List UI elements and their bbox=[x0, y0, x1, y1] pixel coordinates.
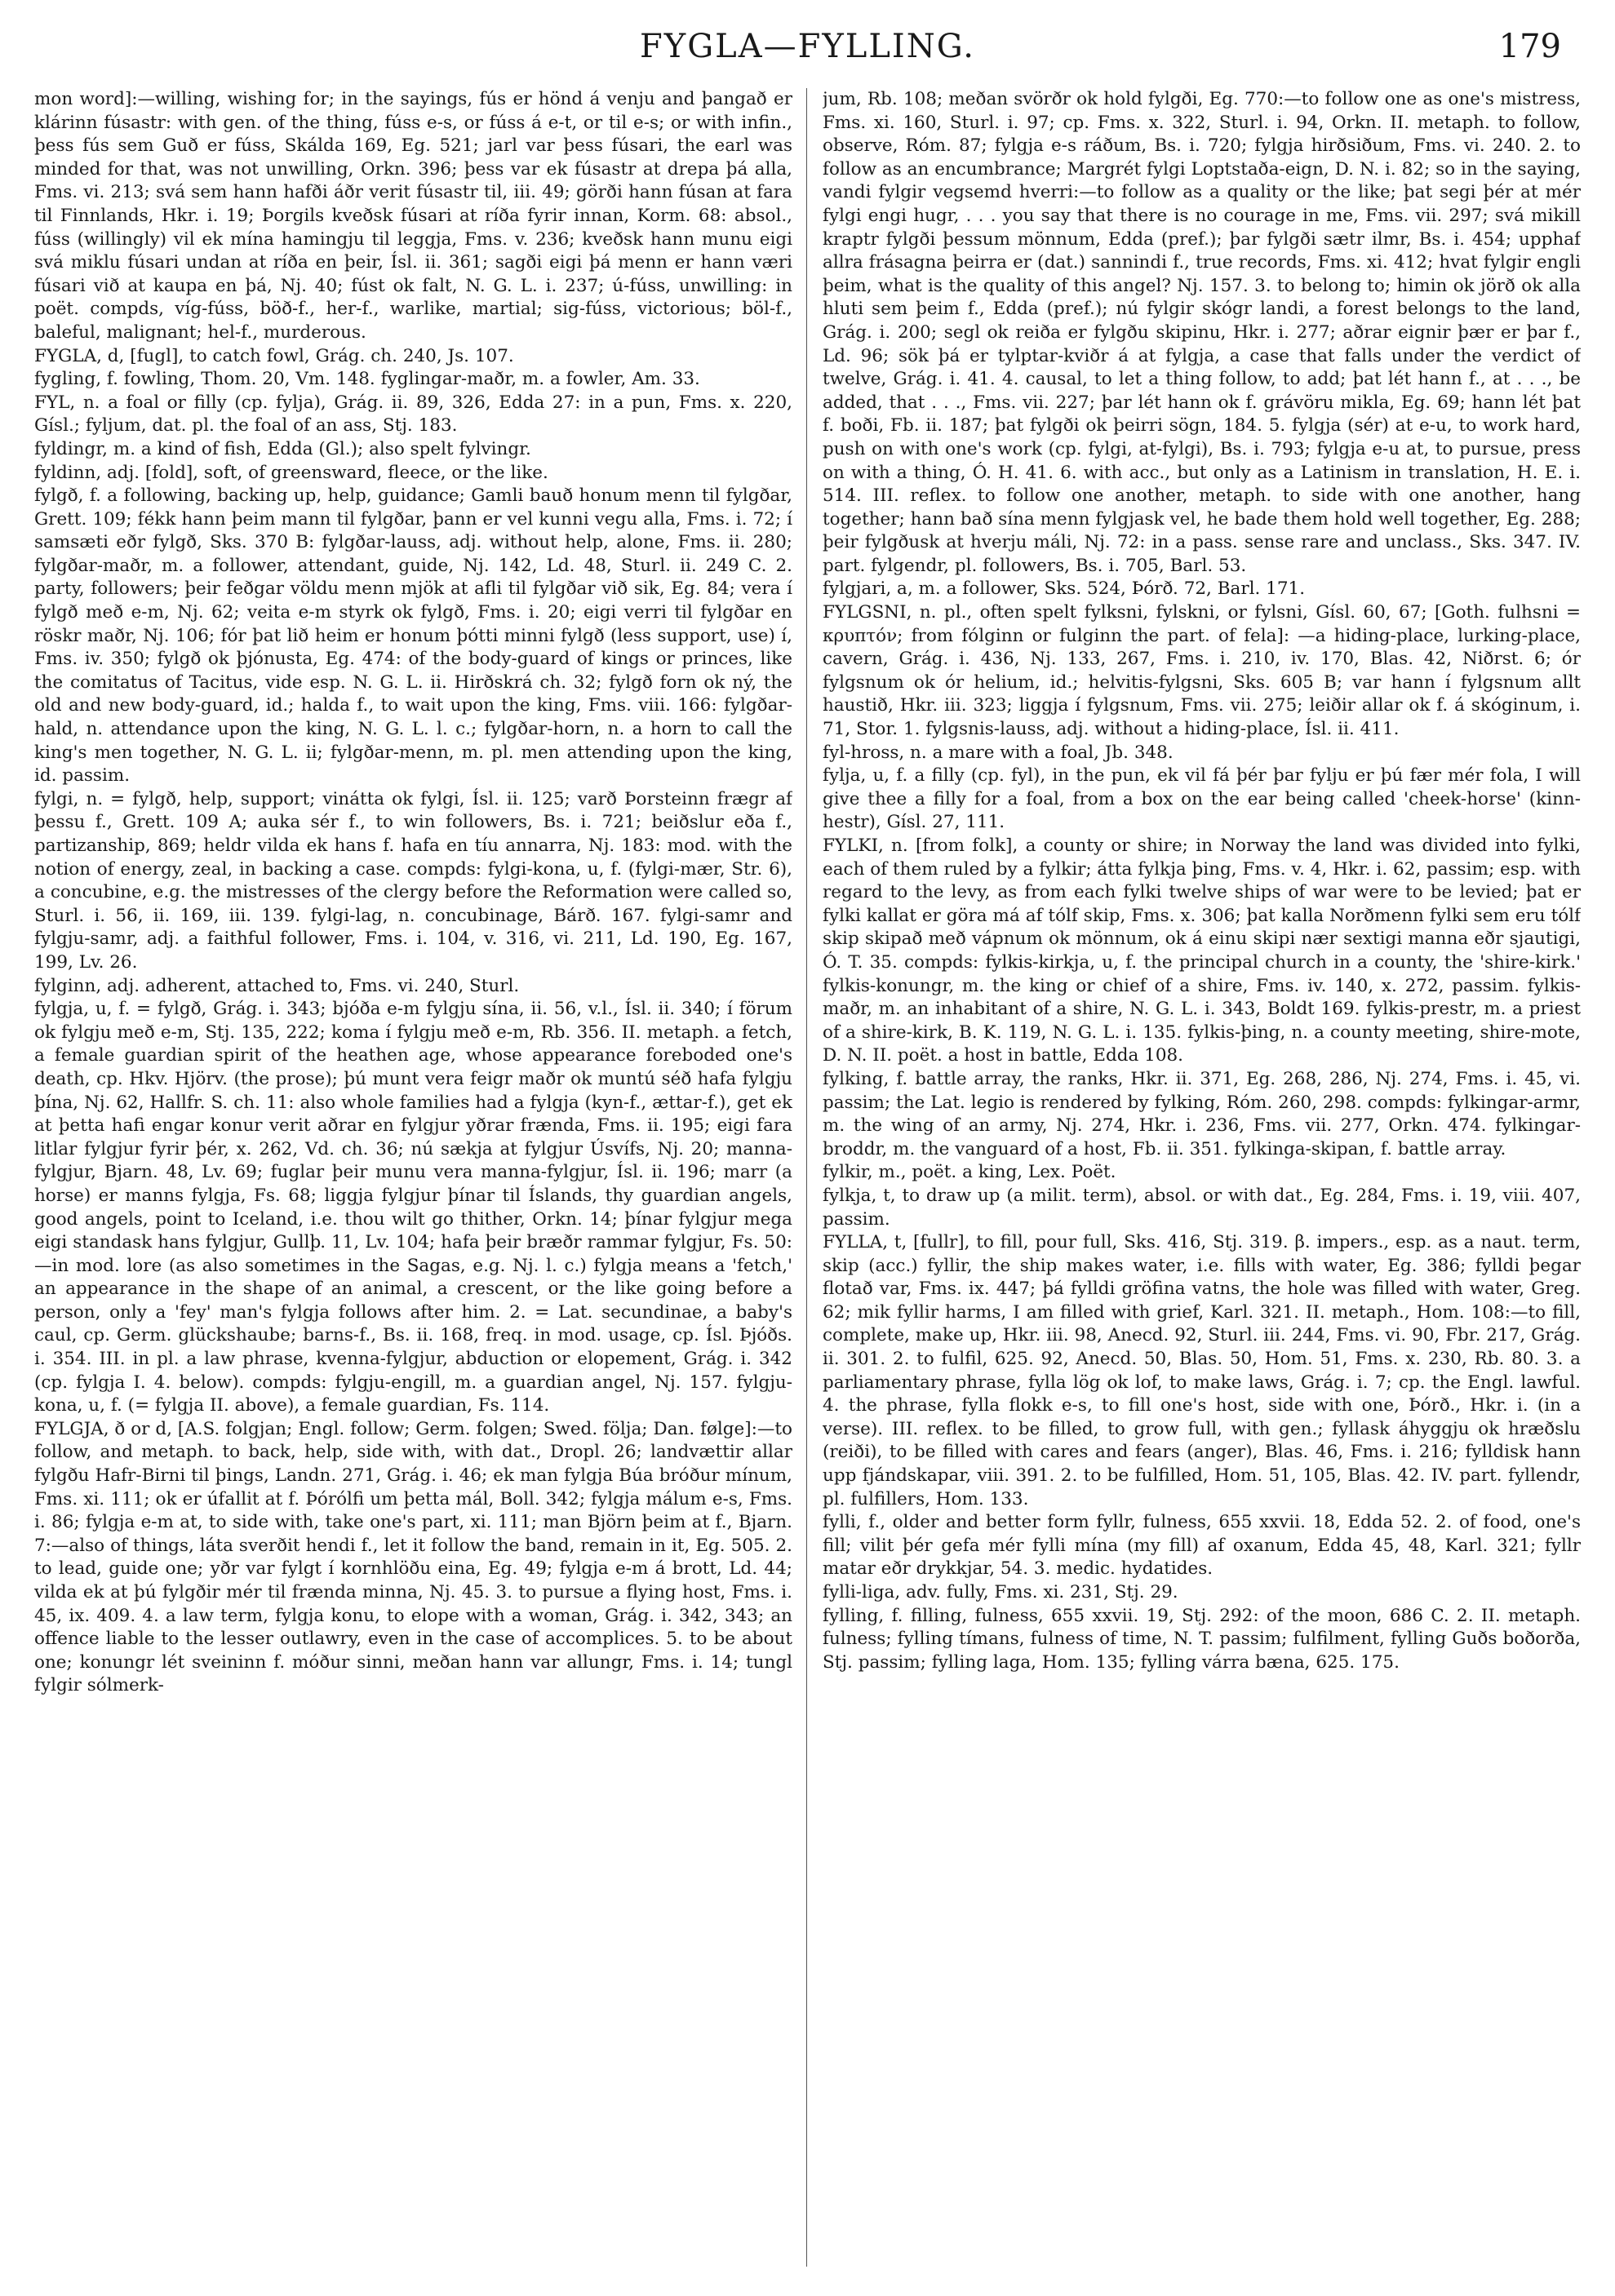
entry: FYLGSNI, n. pl., often spelt fylksni, fylskni, or fylsni, Gísl. 60, 67; [Goth. fulhsni = κρυπτόν; from fólginn or fulginn the part. of fela]: —a hiding-place, lurking-place, cavern, Grág. i. 436, Nj. 133, 267, Fms. i. 210, iv. 170, Blas. 42, Niðrst. 6; ór fylgsnum ok ór helium, id.; helvitis-fylgsni, Sks. 605 B; var hann í fylgsnum allt haustið, Hkr. iii. 323; liggja í fylgsnum, Fms. vii. 275; leiðir allar ok f. á skóginum, i. 71, Stor. 1. fylgsnis-lauss, adj. without a hiding-place, Ísl. ii. 411. bbox=[823, 602, 1581, 740]
entry: fylgð, f. a following, backing up, help, guidance; Gamli bauð honum menn til fylgðar, Grett. 109; fékk hann þeim mann til fylgðar, þann er vel kunni vegu alla, Fms. i. 72; í samsæti eðr fylgð, Sks. 370 B: fylgðar-lauss, adj. without help, alone, Fms. ii. 280; fylgðar-maðr, m. a follower, attendant, guide, Nj. 142, Ld. 48, Sturl. ii. 249 C. 2. party, followers; þeir feðgar völdu menn mjök at afli til fylgðar við sik, Eg. 84; vera í fylgð með e-m, Nj. 62; veita e-m styrk ok fylgð, Fms. i. 20; eigi verri til fylgðar en röskr maðr, Nj. 106; fór þat lið heim er honum þótti minni fylgð (less support, use) í, Fms. iv. 350; fylgð ok þjónusta, Eg. 474: of the body-guard of kings or princes, like the comitatus of Tacitus, vide esp. N. G. L. ii. Hirðskrá ch. 32; fylgð forn ok ný, the old and new body-guard, id.; halda f., to wait upon the king, Fms. viii. 166: fylgðar-hald, n. attendance upon the king, N. G. L. l. c.; fylgðar-horn, n. a horn to call the king's men together, N. G. L. ii; fylgðar-menn, m. pl. men attending upon the king, id. passim. bbox=[34, 485, 792, 787]
text-columns bbox=[34, 88, 1581, 2267]
right-column bbox=[823, 88, 1581, 2267]
page-number: 179 bbox=[1498, 28, 1561, 65]
entry: FYLGJA, ð or d, [A.S. folgjan; Engl. follow; Germ. folgen; Swed. följa; Dan. følge]:—to follow, and metaph. to back, help, side with, with dat., Dropl. 26; landvættir allar fylgðu Hafr-Birni til þings, Landn. 271, Grág. i. 46; ek man fylgja Búa bróður mínum, Fms. xi. 111; ok er úfallit at f. Þórólfi um þetta mál, Boll. 342; fylgja málum e-s, Fms. i. 86; fylgja e-m at, to side with, take one's part, xi. 111; man Björn þeim at f., Bjarn. 7:—also of things, láta sverðit hendi f., let it follow the band, remain in it, Eg. 505. 2. to lead, guide one; yðr var fylgt í kornhlöðu eina, Eg. 49; fylgja e-m á brott, Ld. 44; vilda ek at þú fylgðir mér til frænda minna, Nj. 45. 3. to pursue a flying host, Fms. i. 45, ix. 409. 4. a law term, fylgja konu, to elope with a woman, Grág. i. 342, 343; an offence liable to the lesser outlawry, even in the case of accomplices. 5. to be about one; konungr lét sveininn f. móður sinni, meðan hann var allungr, Fms. i. 14; tungl fylgir sólmerk- bbox=[34, 1418, 792, 1696]
entry: fyldinn, adj. [fold], soft, of greensward, fleece, or the like. bbox=[34, 462, 548, 483]
left-column bbox=[34, 88, 792, 2267]
entry: fyldingr, m. a kind of fish, Edda (Gl.); also spelt fylvingr. bbox=[34, 438, 531, 459]
running-head: FYGLA—FYLLING. bbox=[640, 28, 975, 65]
entry: fylli-liga, adv. fully, Fms. xi. 231, Stj. 29. bbox=[823, 1582, 1178, 1602]
entry: fylja, u, f. a filly (cp. fyl), in the pun, ek vil fá þér þar fylju er þú fær mér fola, I will give thee a filly for a foal, from a box on the ear being called 'cheek-horse' (kinn-hestr), Gísl. 27, 111. bbox=[823, 765, 1581, 833]
entry: FYL, n. a foal or filly (cp. fylja), Grág. ii. 89, 326, Edda 27: in a pun, Fms. x. 220, Gísl.; fyljum, dat. pl. the foal of an ass, Stj. 183. bbox=[34, 392, 792, 437]
entry: mon word]:—willing, wishing for; in the sayings, fús er hönd á venju and þangað er klárinn fúsastr: with gen. of the thing, fúss e-s, or fúss á e-t, or til e-s; or with infin., þess fús sem Guð er fúss, Skálda 169, Eg. 521; jarl var þess fúsari, the earl was minded for that, was not unwilling, Orkn. 396; þess var ek fúsastr at drepa þá alla, Fms. vi. 213; svá sem hann hafði áðr verit fúsastr til, iii. 49; görði hann fúsan at fara til Finnlands, Hkr. i. 19; Þorgils kveðsk fúsari at ríða fyrir innan, Korm. 68: absol., fúss (willingly) vil ek mína hamingju til leggja, Fms. v. 236; kveðsk hann munu eigi svá miklu fúsari undan at ríða en þeir, Ísl. ii. 361; sagði eigi þá menn er hann væri fúsari við at kaupa en þá, Nj. 40; fúst ok falt, N. G. L. i. 237; ú-fúss, unwilling: in poët. compds, víg-fúss, böð-f., her-f., warlike, martial; sig-fúss, victorious; böl-f., baleful, malignant; hel-f., murderous. bbox=[34, 89, 792, 343]
entry: fylkir, m., poët. a king, Lex. Poët. bbox=[823, 1162, 1116, 1183]
entry: fylgjari, a, m. a follower, Sks. 524, Þórð. 72, Barl. 171. bbox=[823, 578, 1306, 600]
entry: fylkja, t, to draw up (a milit. term), absol. or with dat., Eg. 284, Fms. i. 19, viii. 407, passim. bbox=[823, 1185, 1581, 1230]
entry: fygling, f. fowling, Thom. 20, Vm. 148. fyglingar-maðr, m. a fowler, Am. 33. bbox=[34, 369, 700, 390]
entry: fylginn, adj. adherent, attached to, Fms. vi. 240, Sturl. bbox=[34, 975, 520, 996]
entry: fylgja, u, f. = fylgð, Grág. i. 343; bjóða e-m fylgju sína, ii. 56, v.l., Ísl. ii. 340; í förum ok fylgju með e-m, Stj. 135, 222; koma í fylgju með e-m, Rb. 356. II. metaph. a fetch, a female guardian spirit of the heathen age, whose appearance foreboded one's death, cp. Hkv. Hjörv. (the prose); þú munt vera feigr maðr ok muntú séð hafa fylgju þína, Nj. 62, Hallfr. S. ch. 11: also whole families had a fylgja (kyn-f., ættar-f.), get ek at þetta hafi engar konur verit aðrar en fylgjur yðrar frænda, Fms. ii. 195; eigi fara litlar fylgjur fyrir þér, x. 262, Vd. ch. 36; nú sækja at fylgjur Úsvífs, Nj. 20; manna-fylgjur, Bjarn. 48, Lv. 69; fuglar þeir munu vera manna-fylgjur, Ísl. ii. 196; marr (a horse) er manns fylgja, Fs. 68; liggja fylgjur þínar til Íslands, thy guardian angels, good angels, point to Iceland, i.e. thou wilt go thither, Orkn. 14; þínar fylgjur mega eigi standask hans fylgjur, Gullþ. 11, Lv. 104; hafa þeir bræðr rammar fylgjur, Fs. 50:—in mod. lore (as also sometimes in the Sagas, e.g. Nj. l. c.) fylgja means a 'fetch,' an appearance in the shape of an animal, a crescent, or the like going before a person, only a 'fey' man's fylgja follows after him. 2. = Lat. secundinae, a baby's caul, cp. Germ. glückshaube; barns-f., Bs. ii. 168, freq. in mod. usage, cp. Ísl. Þjóðs. i. 354. III. in pl. a law phrase, kvenna-fylgjur, abduction or elopement, Grág. i. 342 (cp. fylgja I. 4. below). compds: fylgju-engill, m. a guardian angel, Nj. 157. fylgju-kona, u, f. (= fylgja II. above), a female guardian, Fs. 114. bbox=[34, 999, 792, 1416]
page-header bbox=[39, 23, 1576, 72]
entry: FYGLA, d, [fugl], to catch fowl, Grág. ch. 240, Js. 107. bbox=[34, 345, 514, 366]
column-divider bbox=[806, 88, 807, 2267]
entry: fylli, f., older and better form fyllr, fulness, 655 xxvii. 18, Edda 52. 2. of food, one's fill; vilit þér gefa mér fylli mína (my fill) af oxanum, Edda 45, 48, Karl. 321; fyllr matar eðr drykkjar, 54. 3. medic. hydatides. bbox=[823, 1512, 1581, 1580]
entry: fylling, f. filling, fulness, 655 xxvii. 19, Stj. 292: of the moon, 686 C. 2. II. metaph. fulness; fylling tímans, fulness of time, N. T. passim; fulfilment, fylling Guðs boðorða, Stj. passim; fylling laga, Hom. 135; fylling várra bæna, 625. 175. bbox=[823, 1605, 1581, 1673]
entry: FYLLA, t, [fullr], to fill, pour full, Sks. 416, Stj. 319. β. impers., esp. as a naut. term, skip (acc.) fyllir, the ship makes water, i.e. fills with water, Eg. 386; fylldi þegar flotað var, Fms. ix. 447; þá fylldi gröfina vatns, the hole was filled with water, Greg. 62; mik fyllir harms, I am filled with grief, Karl. 321. II. metaph., Hom. 108:—to fill, complete, make up, Hkr. iii. 98, Anecd. 92, Sturl. iii. 244, Fms. vi. 90, Fbr. 217, Grág. ii. 301. 2. to fulfil, 625. 92, Anecd. 50, Blas. 50, Hom. 51, Fms. x. 230, Rb. 80. 3. a parliamentary phrase, fylla lög ok lof, to make laws, Grág. i. 7; cp. the Engl. lawful. 4. the phrase, fylla flokk e-s, to fill one's host, side with one, Þórð., Hkr. i. (in a verse). III. reflex. to be filled, to grow full, with gen.; fyllask áhyggju ok hræðslu (reiði), to be filled with cares and fears (anger), Blas. 46, Fms. i. 216; fylldisk hann upp fjándskapar, viii. 391. 2. to be fulfilled, Hom. 51, 105, Blas. 42. IV. part. fyllendr, pl. fulfillers, Hom. 133. bbox=[823, 1232, 1581, 1509]
entry: fylgi, n. = fylgð, help, support; vinátta ok fylgi, Ísl. ii. 125; varð Þorsteinn frægr af þessu f., Grett. 109 A; auka sér f., to win followers, Bs. i. 721; beiðslur eða f., partizanship, 869; heldr vilda ek hans f. hafa en tíu annarra, Nj. 183: mod. with the notion of energy, zeal, in backing a case. compds: fylgi-kona, u, f. (fylgi-mær, Str. 6), a concubine, e.g. the mistresses of the clergy before the Reformation were called so, Sturl. i. 56, ii. 169, iii. 139. fylgi-lag, n. concubinage, Bárð. 167. fylgi-samr and fylgju-samr, adj. a faithful follower, Fms. i. 104, v. 316, vi. 211, Ld. 190, Eg. 167, 199, Lv. 26. bbox=[34, 788, 792, 973]
entry: fyl-hross, n. a mare with a foal, Jb. 348. bbox=[823, 742, 1174, 763]
entry: fylking, f. battle array, the ranks, Hkr. ii. 371, Eg. 268, 286, Nj. 274, Fms. i. 45, vi. passim; the Lat. legio is rendered by fylking, Róm. 260, 298. compds: fylkingar-armr, m. the wing of an army, Nj. 274, Hkr. i. 236, Fms. vii. 277, Orkn. 474. fylkingar-broddr, m. the vanguard of a host, Fb. ii. 351. fylkinga-skipan, f. battle array. bbox=[823, 1068, 1581, 1159]
entry: jum, Rb. 108; meðan svörðr ok hold fylgði, Eg. 770:—to follow one as one's mistress, Fms. xi. 160, Sturl. i. 97; cp. Fms. x. 322, Sturl. i. 94, Orkn. II. metaph. to follow, observe, Róm. 87; fylgja e-s ráðum, Bs. i. 720; fylgja hirðsiðum, Fms. vi. 240. 2. to follow as an encumbrance; Margrét fylgi Loptstaða-eign, D. N. i. 82; so in the saying, vandi fylgir vegsemd hverri:—to follow as a quality or the like; þat segi þér at mér fylgi engi hugr, . . . you say that there is no courage in me, Fms. vii. 297; svá mikill kraptr fylgði þessum mönnum, Edda (pref.); þar fylgði sætr ilmr, Bs. i. 454; upphaf allra frásagna þeirra er (dat.) sannindi f., true records, Fms. xi. 412; hvat fylgir engli þeim, what is the quality of this angel? Nj. 157. 3. to belong to; himin ok jörð ok alla hluti sem þeim f., Edda (pref.); nú fylgir skógr landi, a forest belongs to the land, Grág. i. 200; segl ok reiða er fylgðu skipinu, Hkr. i. 277; aðrar eignir þær er þar f., Ld. 96; sök þá er tylptar-kviðr á at fylgja, a case that falls under the verdict of twelve, Grág. i. 41. 4. causal, to let a thing follow, to add; þat lét hann f., at . . ., be added, that . . ., Fms. vii. 227; þar lét hann ok f. grávöru mikla, Eg. 69; hann lét þat f. boði, Fb. ii. 187; þat fylgði ok þeirri sögn, 184. 5. fylgja (sér) at e-u, to work hard, push on with one's work (cp. fylgi, at-fylgi), Bs. i. 793; fylgja e-u at, to pursue, press on with a thing, Ó. H. 41. 6. with acc., but only as a Latinism in translation, H. E. i. 514. III. reflex. to follow one another, metaph. to side with one another, hang together; hann bað sína menn fylgjask vel, he bade them hold well together, Eg. 288; þeir fylgðusk at hverju máli, Nj. 72: in a pass. sense rare and unclass., Sks. 347. IV. part. fylgendr, pl. followers, Bs. i. 705, Barl. 53. bbox=[823, 89, 1581, 576]
entry: FYLKI, n. [from folk], a county or shire; in Norway the land was divided into fylki, each of them ruled by a fylkir; átta fylkja þing, Fms. v. 4, Hkr. i. 62, passim; esp. with regard to the levy, as from each fylki twelve ships of war were to be levied; þat er fylki kallat er göra má af tólf skip, Fms. x. 306; þat kalla Norðmenn fylki sem eru tólf skip skipað með vápnum ok mönnum, ok á einu skipi nær sextigi manna eðr sjautigi, Ó. T. 35. compds: fylkis-kirkja, u, f. the principal church in a county, the 'shire-kirk.' fylkis-konungr, m. the king or chief of a shire, Fms. iv. 140, x. 272, passim. fylkis-maðr, m. an inhabitant of a shire, N. G. L. i. 343, Boldt 169. fylkis-prestr, m. a priest of a shire-kirk, B. K. 119, N. G. L. i. 135. fylkis-þing, n. a county meeting, shire-mote, D. N. II. poët. a host in battle, Edda 108. bbox=[823, 836, 1581, 1066]
